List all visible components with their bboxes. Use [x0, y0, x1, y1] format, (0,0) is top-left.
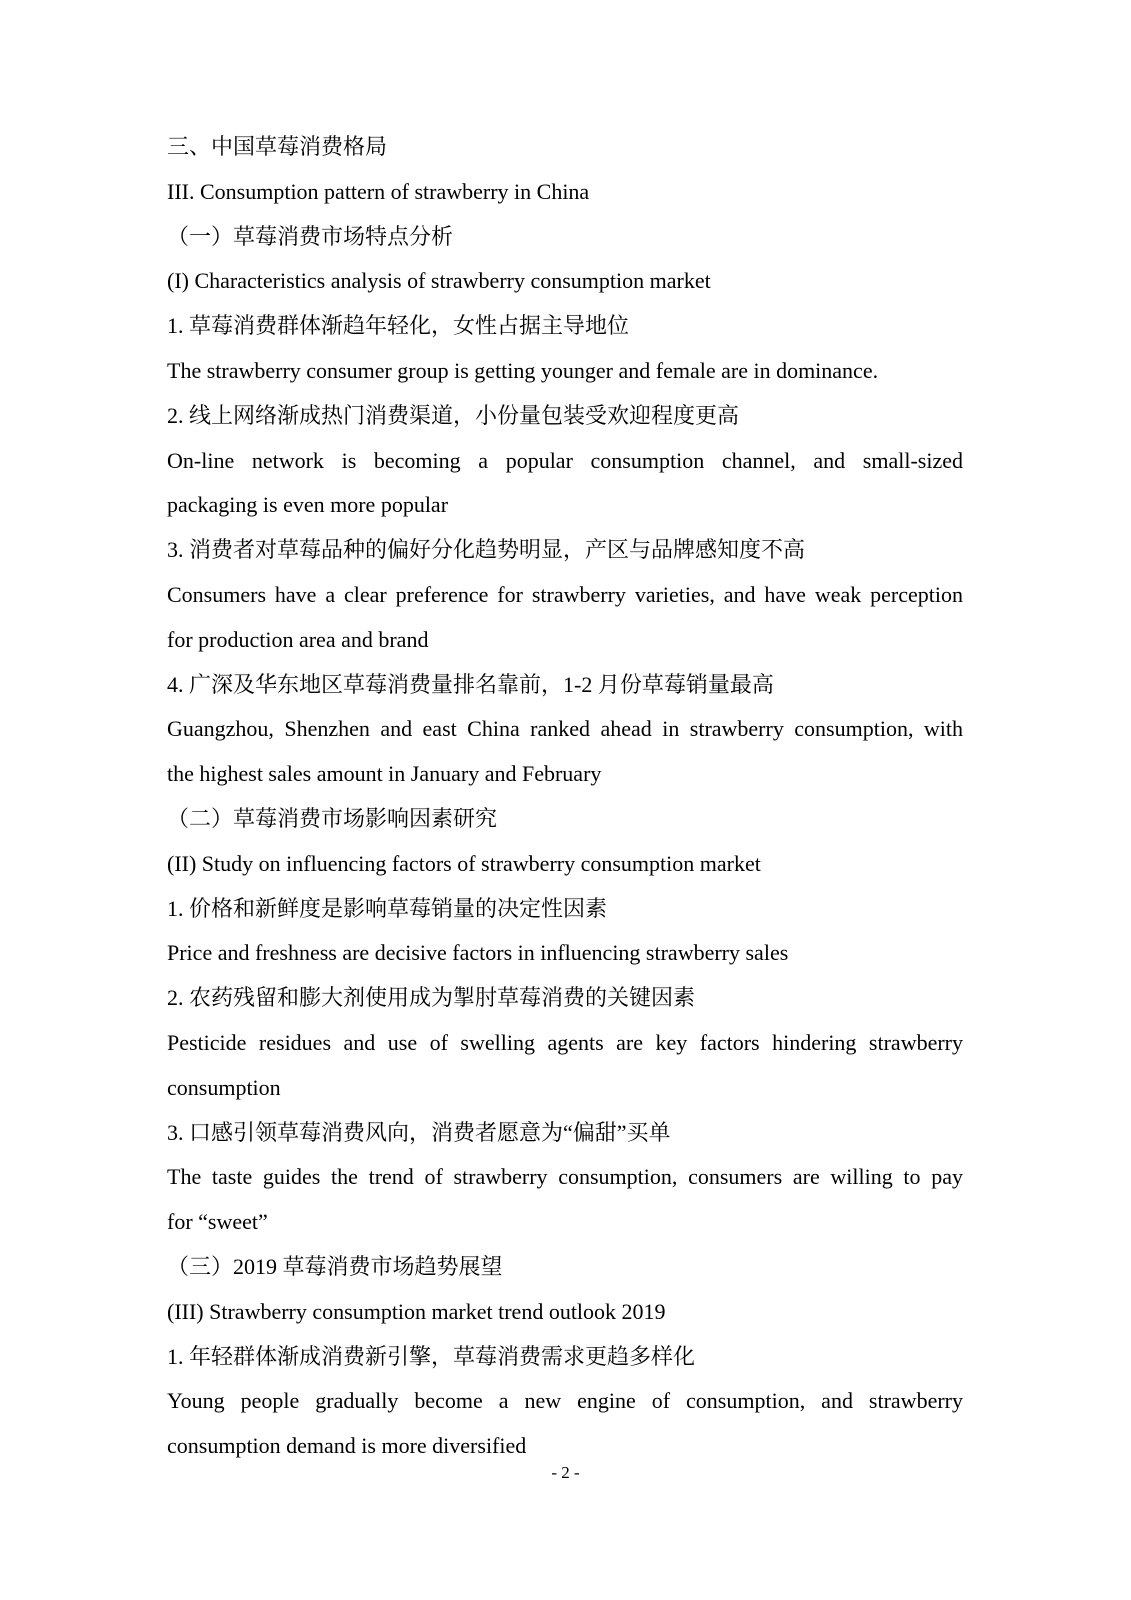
page-number: - 2 -	[551, 1463, 580, 1482]
text-line: (I) Characteristics analysis of strawberry consumption market	[167, 268, 711, 294]
text-line: Pesticide residues and use of swelling agents are key factors hindering strawberry	[167, 1029, 963, 1055]
text-line: (II) Study on influencing factors of strawberry consumption market	[167, 850, 761, 876]
text-line: 4. 广深及华东地区草莓消费量排名靠前，1-2 月份草莓销量最高	[167, 671, 774, 697]
text-line: 3. 消费者对草莓品种的偏好分化趋势明显，产区与品牌感知度不高	[167, 537, 806, 563]
text-line: for production area and brand	[167, 626, 429, 652]
text-line: 1. 草莓消费群体渐趋年轻化，女性占据主导地位	[167, 313, 630, 339]
text-line: Guangzhou, Shenzhen and east China ranked ahead in strawberry consumption, with	[167, 716, 963, 742]
text-line: consumption demand is more diversified	[167, 1433, 527, 1459]
text-line: 2. 线上网络渐成热门消费渠道，小份量包装受欢迎程度更高	[167, 402, 740, 428]
text-line: packaging is even more popular	[167, 492, 449, 518]
document-body	[167, 125, 963, 1469]
text-line: （一）草莓消费市场特点分析	[167, 223, 454, 249]
text-line: Young people gradually become a new engine of consumption, and strawberry	[167, 1388, 963, 1414]
text-line: consumption	[167, 1074, 281, 1100]
text-line: Consumers have a clear preference for strawberry varieties, and have weak perception	[167, 581, 963, 607]
text-line: (III) Strawberry consumption market trend outlook 2019	[167, 1298, 666, 1324]
text-line: 三、中国草莓消费格局	[167, 134, 388, 159]
text-line: 2. 农药残留和膨大剂使用成为掣肘草莓消费的关键因素	[167, 985, 696, 1011]
text-line: 1. 价格和新鲜度是影响草莓销量的决定性因素	[167, 895, 608, 921]
text-line: （二）草莓消费市场影响因素研究	[167, 805, 498, 831]
text-line: the highest sales amount in January and February	[167, 761, 602, 787]
text-line: Price and freshness are decisive factors in influencing strawberry sales	[167, 940, 789, 966]
text-line: for “sweet”	[167, 1209, 268, 1235]
text-line: The taste guides the trend of strawberry consumption, consumers are willing to pay	[167, 1164, 963, 1190]
text-line: 3. 口感引领草莓消费风向，消费者愿意为“偏甜”买单	[167, 1119, 671, 1145]
page-footer	[0, 1458, 1131, 1488]
text-line: 1. 年轻群体渐成消费新引擎，草莓消费需求更趋多样化	[167, 1343, 696, 1369]
text-line: On-line network is becoming a popular consumption channel, and small-sized	[167, 447, 963, 473]
text-line: The strawberry consumer group is getting younger and female are in dominance.	[167, 357, 879, 383]
text-line: （三）2019 草莓消费市场趋势展望	[167, 1253, 503, 1279]
text-line: III. Consumption pattern of strawberry in China	[167, 178, 590, 204]
